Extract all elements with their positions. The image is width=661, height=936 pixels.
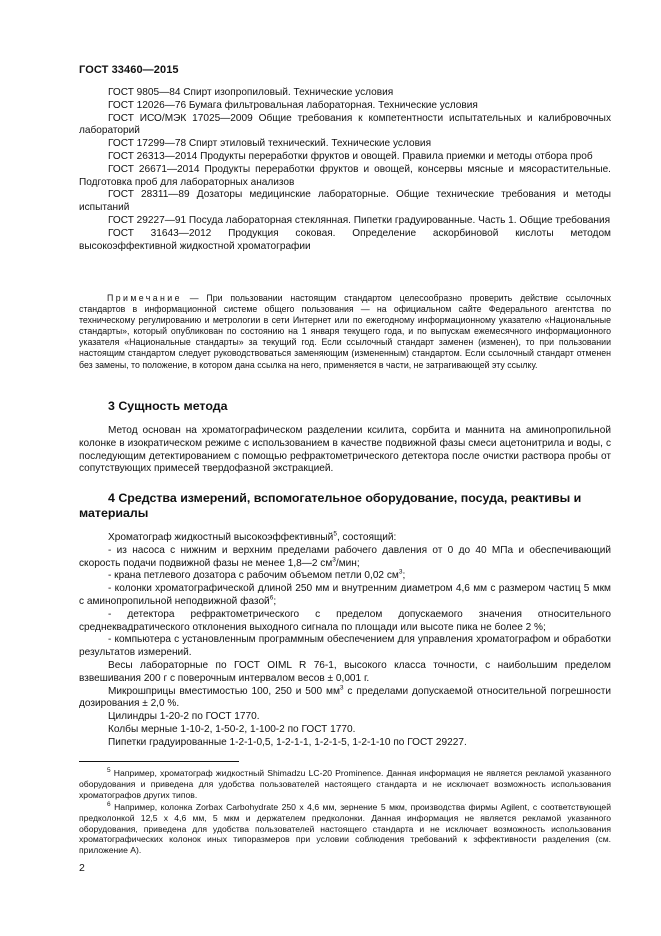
reference-item: ГОСТ 26313—2014 Продукты переработки фруктов и овощей. Правила приемки и методы отбора проб [108, 150, 593, 162]
section-3-title: 3 Сущность метода [108, 399, 228, 413]
footnote-text: Например, колонка Zorbax Carbohydrate 250 x 4,6 мм, зернение 5 мкм, производства фирмы Agilent, с соответствующей предколонкой 12,5 x 4,6 мм, 5 мкм и держателем предколонки. Данная информация не является рекламой указанного оборудования, приведена для удобства пользователей настоящего стандарта и не исключает возможность использования хроматографических колонок иных типоразмеров при условии соблюдения требований к эффективности разделения (см. приложение А). [79, 801, 611, 856]
reference-item: ГОСТ 28311—89 Дозаторы медицинские лабораторные. Общие технические требования и методы испытаний [79, 189, 611, 214]
footnote-mark: 6 [107, 800, 111, 808]
reference-item: ГОСТ 12026—76 Бумага фильтровальная лабораторная. Технические условия [108, 99, 478, 111]
chromatograph-tail: , состоящий: [336, 532, 397, 543]
section-4-heading [79, 491, 611, 521]
section-4-body [79, 532, 611, 750]
footnote-divider [79, 761, 239, 762]
syringes-superscript: 3 [339, 684, 344, 692]
note-block [79, 293, 611, 371]
reference-item: ГОСТ 31643—2012 Продукция соковая. Определение аскорбиновой кислоты методом высокоэффективной жидкостной хроматографии [79, 227, 611, 252]
section-3-body [79, 425, 611, 476]
reference-item: ГОСТ 9805—84 Спирт изопропиловый. Технические условия [108, 87, 394, 98]
reference-item: ГОСТ 26671—2014 Продукты переработки фруктов и овощей, консервы мясные и мясорастительные. Подготовка проб для лабораторных анализов [79, 163, 611, 188]
note-label: Примечание [107, 293, 182, 303]
reference-item: ГОСТ 29227—91 Посуда лабораторная стеклянная. Пипетки градуированные. Часть 1. Общие требования [108, 214, 611, 226]
valve-text: - крана петлевого дозатора с рабочим объемом петли 0,02 см [108, 570, 399, 582]
cylinders-item: Цилиндры 1-20-2 по ГОСТ 1770. [108, 711, 260, 723]
method-principle: Метод основан на хроматографическом разделении ксилита, сорбита и маннита на аминопропильной колонке в изократическом режиме с использованием в качестве подвижной фазы смеси ацетонитрила и воды, с последующим детектированием с помощью рефрактометрического детектора после очистки раствора пробы от сопутствующих примесей твердофазной экстракцией. [79, 425, 611, 475]
valve-superscript: 3 [398, 569, 403, 577]
column-item [79, 583, 611, 609]
syringes-tail: с пределами допускаемой относительной погрешности дозирования ± 2,0 %. [79, 685, 611, 710]
footnotes [79, 768, 611, 857]
section-4-title: 4 Средства измерений, вспомогательное оборудование, посуда, реактивы и материалы [79, 491, 582, 520]
page-number: 2 [79, 862, 85, 874]
footnote-ref-5[interactable]: 5 [333, 530, 337, 538]
pump-text: - из насоса с нижним и верхним пределами рабочего давления от 0 до 40 МПа и обеспечивающий скорость подачи подвижной фазы не менее 1,8—2 см [79, 544, 611, 569]
syringes-text: Микрошприцы вместимостью 100, 250 и 500 мм [108, 685, 340, 697]
scales-item: Весы лабораторные по ГОСТ OIML R 76-1, высокого класса точности, с наибольшим пределом взвешивания 200 г с поверочным интервалом весов ± 0,001 г. [79, 659, 611, 684]
footnote-5 [79, 768, 611, 801]
reference-item: ГОСТ 17299—78 Спирт этиловый технический. Технические условия [108, 138, 432, 150]
valve-tail: ; [402, 570, 406, 582]
column-tail: ; [273, 595, 277, 607]
footnote-text: Например, хроматограф жидкостный Shimadzu LC-20 Prominence. Данная информация не является рекламой указанного оборудования и приведена для удобства пользователей настоящего стандарта и не исключает возможность использования хроматографов других типов. [79, 768, 611, 800]
document-header: ГОСТ 33460—2015 [79, 64, 179, 76]
chromatograph-text: Хроматограф жидкостный высокоэффективный [108, 532, 334, 543]
column-text: - колонки хроматографической длиной 250 мм и внутренним диаметром 4,6 мм с размером частиц 5 мкм с аминопропильной неподвижной фазой [79, 583, 611, 607]
syringes-item [79, 686, 611, 712]
pump-item [79, 545, 611, 571]
computer-item: - компьютера с установленным программным обеспечением для управления хроматографом и обработки результатов измерений. [79, 634, 611, 659]
normative-references-list [79, 87, 611, 253]
section-3-heading [79, 399, 611, 414]
detector-item: - детектора рефрактометрического с пределом допускаемого значения относительного среднеквадратического отклонения выходного сигнала по площади или высоте пика не более 2 %; [79, 608, 611, 633]
reference-item: ГОСТ ИСО/МЭК 17025—2009 Общие требования к компетентности испытательных и калибровочных лабораторий [79, 112, 611, 137]
footnote-ref-6[interactable]: 6 [269, 594, 274, 602]
pipettes-item: Пипетки градуированные 1-2-1-0,5, 1-2-1-1, 1-2-1-5, 1-2-1-10 по ГОСТ 29227. [108, 736, 467, 748]
pump-tail: /мин; [335, 557, 360, 569]
flasks-item: Колбы мерные 1-10-2, 1-50-2, 1-100-2 по ГОСТ 1770. [108, 723, 356, 735]
footnote-mark: 5 [107, 767, 111, 775]
note-text: — При пользовании настоящим стандартом целесообразно проверить действие ссылочных стандартов в информационной системе общего пользования — на официальном сайте Федерального агентства по техническому регулированию и метрологии в сети Интернет или по ежегодному информационному указателю «Национальные стандарты», который опубликован по состоянию на 1 января текущего года, и по выпускам ежемесячного информационного указателя «Национальные стандарты» за текущий год. Если ссылочный стандарт заменен (изменен), то при пользовании настоящим стандартом следует руководствоваться заменяющим (измененным) стандартом. Если ссылочный стандарт отменен без замены, то положение, в котором дана ссылка на него, применяется в части, не затрагивающей эту ссылку. [79, 293, 611, 370]
chromatograph-item [79, 532, 611, 545]
footnote-6 [79, 802, 611, 857]
pump-superscript: 3 [332, 556, 336, 564]
valve-item [79, 570, 611, 583]
